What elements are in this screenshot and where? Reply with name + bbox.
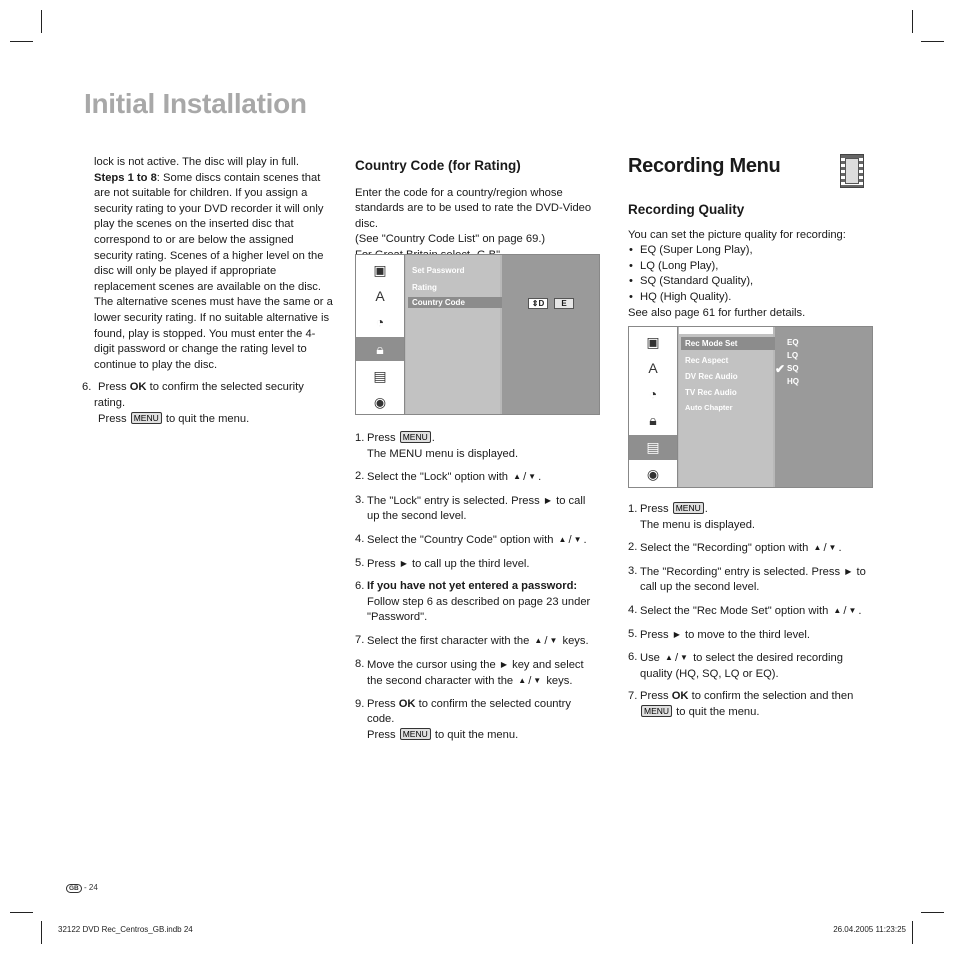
text: Press [98,381,130,394]
crop-mark [10,912,33,913]
step-item: 4. Select the "Country Code" option with ▲ / ▼ . [355,532,587,546]
step-item [355,697,600,744]
step-item: 6. Use ▲ / ▼ to select the desired recording quality (HQ, SQ, LQ or EQ). [628,651,843,680]
text: Press [98,412,130,425]
disc-icon: ◉ [373,393,387,410]
text: to confirm the selected country code. [367,697,571,726]
text: (See "Country Code List" on page 69.) [355,233,546,246]
menu-second-level [679,327,773,487]
disc-icon: ◉ [646,465,660,482]
page-number [66,883,98,893]
step-number: 9. [355,697,365,710]
text: If you have not yet entered a password: [367,580,578,593]
option-item: EQ [787,338,799,347]
option-item: LQ [787,351,799,360]
text: Press [367,697,399,710]
step-item [355,556,600,573]
menu-item: TV Rec Audio [685,388,737,397]
up-arrow-icon: ▲ [813,543,822,553]
crop-mark [921,41,944,42]
step-number: 6. [628,651,638,664]
list-item: • EQ (Super Long Play), [629,244,753,257]
step-item [628,564,873,596]
text: D [538,299,545,308]
ok-key-label: OK [671,690,689,703]
down-arrow-icon: ▼ [680,653,688,663]
step-item [628,627,873,644]
step-number: 7. [355,633,365,646]
code-char-1: ⇕D [528,298,548,309]
text: Select the "Lock" option with [367,471,509,484]
text: to move to the third level. [684,628,810,641]
down-arrow-icon: ▼ [573,534,582,544]
right-arrow-icon: ▶ [500,659,507,669]
text: See also page 61 for further details. [628,306,806,319]
list-item: • SQ (Standard Quality), [629,275,754,288]
text: to quit the menu. [162,412,250,425]
text: keys. [562,634,589,647]
menu-second-level [406,255,500,414]
section-heading: Recording Menu [628,155,781,177]
step-number: 1. [355,432,365,444]
text: to select the desired recording quality (HQ, SQ, LQ or EQ). [640,652,843,680]
text: Press [367,557,396,570]
text: lock is not active. The disc will play in full. [94,156,299,168]
step-number: 1. [628,503,638,515]
language-icon: A [648,360,658,376]
text: keys. [546,675,573,688]
step-number: 4. [355,532,365,545]
down-arrow-icon: ▼ [549,635,558,645]
crop-mark [921,912,944,913]
country-code-column [355,158,600,264]
down-arrow-icon: ▼ [848,605,857,615]
step-number: 8. [355,657,365,670]
lock-menu-screenshot [355,254,600,415]
text: Select the "Rec Mode Set" option with [640,604,829,617]
step-item: 7. Select the first character with the ▲ / ▼ keys. [355,633,589,647]
up-arrow-icon: ▲ [833,605,842,615]
text: You can set the picture quality for recording: [628,228,846,241]
text: Press [367,432,399,444]
step-item: 2. Select the "Recording" option with ▲ / ▼ . [628,541,842,555]
file-name: 32122 DVD Rec_Centros_GB.indb 24 [58,925,193,934]
menu-header-strip [679,327,773,334]
down-arrow-icon: ▼ [828,543,837,553]
text: Press [640,503,672,515]
lock-icon: 🔒︎ [649,411,657,428]
print-timestamp: 26.04.2005 11:23:25 [833,925,906,934]
menu-item: Set Password [412,266,465,275]
recording-steps [628,502,873,728]
menu-item-selected: Country Code [408,297,504,308]
text: key and select the second character with the [367,658,584,688]
step-item: 4. Select the "Rec Mode Set" option with ▲ / ▼ . [628,603,862,617]
up-arrow-icon: ▲ [518,676,527,686]
list-item: • LQ (Long Play), [629,259,719,272]
menu-key-icon: MENU [673,502,704,514]
up-arrow-icon: ▲ [513,472,522,482]
crop-mark [912,10,913,33]
step-number: 2. [355,470,365,483]
gb-badge-icon: GB [66,884,82,893]
text: to call up the third level. [411,557,530,570]
menu-icon-column [629,327,678,487]
down-arrow-icon: ▼ [528,472,537,482]
step-number: 4. [628,603,638,616]
text: : Some discs contain scenes that are not suitable for children. If you assign a security rating to your DVD recorder it will only play the scenes on the inserted disc that correspond to or are below the assigned security rating. Scenes of a higher level on the disc will only be played if appropriate replacement scenes are available on the disc. The alternative scenes must have the same or a lower security rating. If no suitable alternative is found, play is stopped. You must enter the 4-digit password or change the rating level to continue to play the disc. [94,171,333,371]
step-number: 3. [628,564,638,577]
text: to call up the second level. [640,565,866,594]
audio-icon: ◔ [375,314,385,330]
text: The "Lock" entry is selected. Press [367,494,540,507]
crop-mark [912,921,913,944]
step-number: 5. [355,556,365,569]
text: . [431,432,435,444]
steps-label: Steps 1 to 8 [94,171,157,184]
language-icon: A [375,288,385,304]
option-item-selected: SQ [787,364,799,373]
right-arrow-icon: ▶ [400,558,407,568]
up-arrow-icon: ▲ [534,635,543,645]
crop-mark [41,10,42,33]
text: Press [640,628,669,641]
text: to quit the menu. [431,728,519,741]
menu-item: Rec Aspect [685,356,729,365]
film-icon: ▤ [629,435,677,460]
paragraph [94,155,334,373]
right-arrow-icon: ▶ [673,629,680,639]
right-arrow-icon: ▶ [845,566,852,576]
step-number: 6. [82,381,92,394]
lock-icon: 🔒︎ [356,337,404,361]
text: . [704,503,708,515]
page-title: Initial Installation [84,88,307,119]
checkmark-icon: ✔ [775,362,786,376]
film-strip-icon [840,154,864,188]
menu-item: Auto Chapter [685,403,733,412]
ok-key-label: OK [398,697,416,710]
recording-quality-text [628,202,873,321]
text: LQ (Long Play), [640,259,719,272]
menu-icon-column [356,255,405,414]
menu-key-icon: MENU [400,728,431,740]
text: SQ (Standard Quality), [640,275,754,288]
right-arrow-icon: ▶ [544,495,551,505]
menu-third-level [775,327,872,487]
step-number: 5. [628,627,638,640]
step-item [355,493,600,525]
step-item [355,431,600,462]
text: Use [640,652,660,665]
paragraph [355,186,600,264]
text: The "Recording" entry is selected. Press [640,565,841,578]
step-item: 2. Select the "Lock" option with ▲ / ▼ . [355,470,542,484]
down-arrow-icon: ▼ [533,676,542,686]
text: Press [367,728,399,741]
audio-icon: ◔ [648,386,658,402]
list-item: • HQ (High Quality). [629,290,732,303]
text: EQ (Super Long Play), [640,244,753,257]
crop-mark [10,41,33,42]
ok-key-label: OK [129,381,147,394]
menu-item-selected: Rec Mode Set [681,337,775,350]
step-item: 8. Move the cursor using the ▶ key and select the second character with the ▲ / ▼ keys. [355,657,584,688]
tv-icon: ▣ [646,333,660,350]
step-item [628,689,873,720]
film-icon: ▤ [373,367,387,384]
text: - 24 [83,883,98,892]
tv-icon: ▣ [373,261,387,278]
menu-item: Rating [412,283,437,292]
menu-item: DV Rec Audio [685,372,738,381]
text: Select the "Country Code" option with [367,533,554,546]
text: Enter the code for a country/region whose standards are to be used to rate the DVD-Video disc. [355,186,592,230]
step-item [628,502,873,533]
section-heading: Country Code (for Rating) [355,158,521,173]
text: Select the first character with the [367,634,530,647]
text: The menu is displayed. [640,518,756,531]
text: to quit the menu. [673,705,760,718]
menu-key-icon: MENU [400,431,431,443]
crop-mark [41,921,42,944]
option-item: HQ [787,377,799,386]
text: Follow step 6 as described on page 23 under "Password". [367,595,591,624]
text: The MENU menu is displayed. [367,447,519,460]
text: Move the cursor using the [367,658,496,671]
text: Press [640,690,672,703]
up-arrow-icon: ▲ [558,534,567,544]
text: to confirm the selection and then [688,690,854,703]
menu-key-icon: MENU [641,705,672,717]
step-item [355,579,600,626]
subheading: Recording Quality [628,202,745,217]
up-arrow-icon: ▲ [665,653,673,663]
step-number: 3. [355,493,365,506]
step-number: 6. [355,580,365,593]
country-code-steps [355,431,600,751]
step-number: 7. [628,690,638,703]
text: to confirm the selected security rating. [94,381,304,409]
text: to call up the second level. [367,494,586,523]
code-char-2: E [554,298,574,309]
step-item [82,380,334,427]
left-column [82,155,334,434]
menu-key-icon: MENU [131,412,162,424]
recording-menu-screenshot [628,326,873,488]
menu-third-level [502,255,599,414]
text: HQ (High Quality). [640,290,732,303]
text: Select the "Recording" option with [640,542,809,555]
step-number: 2. [628,541,638,554]
